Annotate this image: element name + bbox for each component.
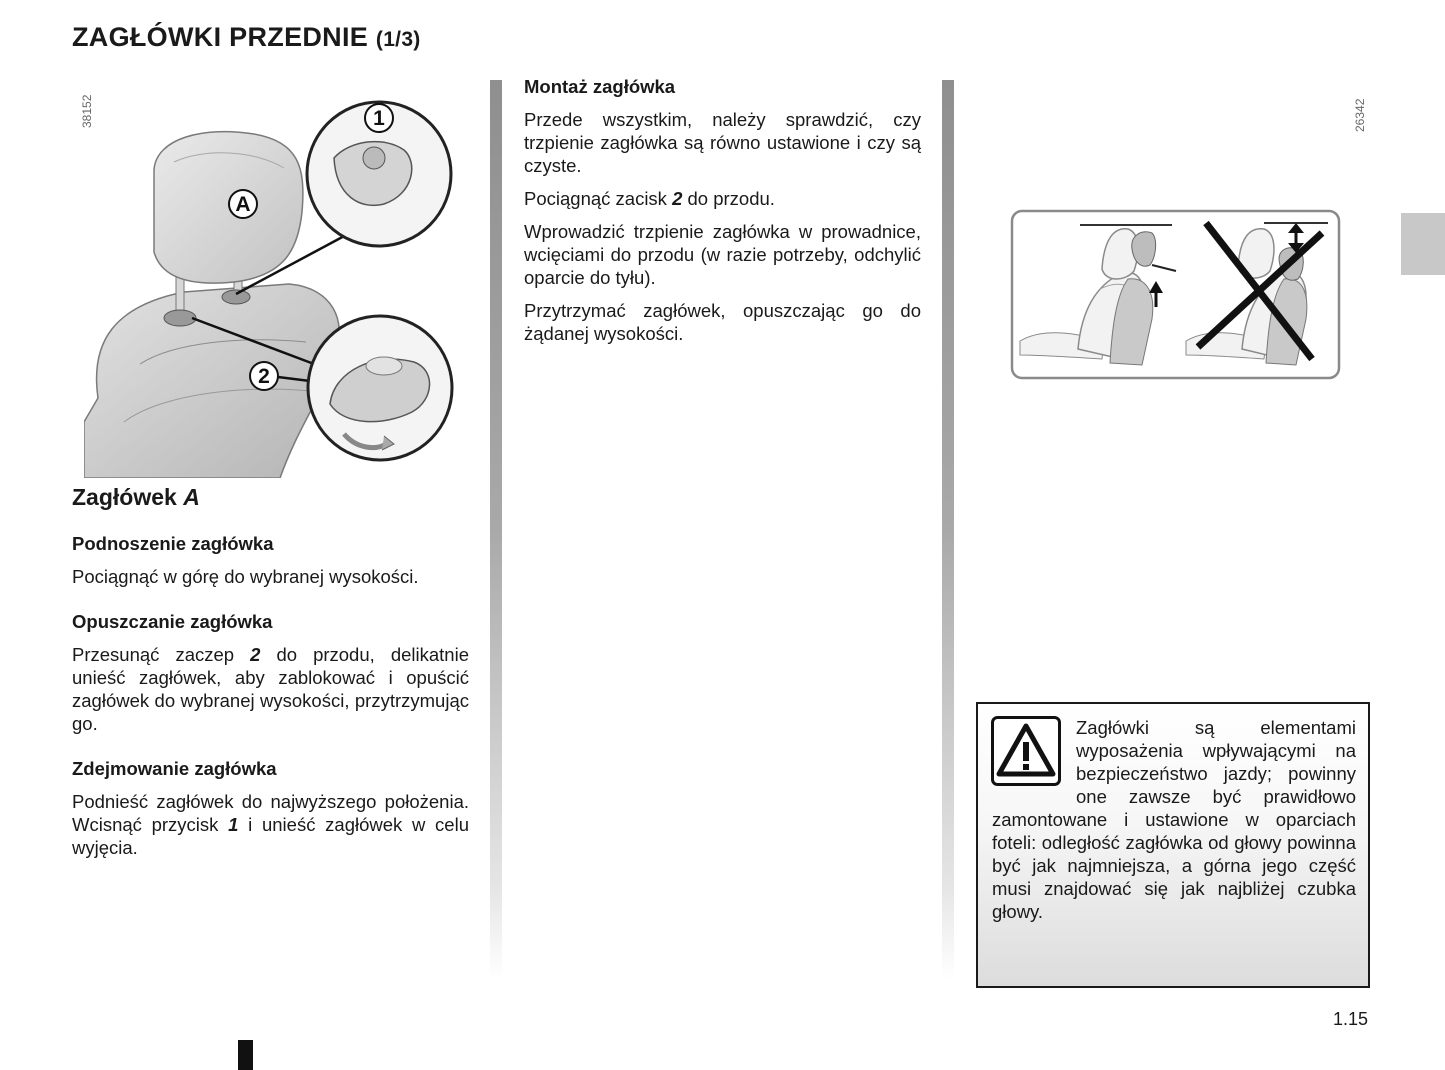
raising-text: Pociągnąć w górę do wybranej wysokości. [72,566,419,587]
mounting-paragraph-2: Pociągnąć zacisk 2 do przodu. [524,188,775,209]
headrest-illustration [84,92,456,478]
mounting-paragraph-3: Wprowadzić trzpienie zagłówka w prowadnice, wcięciami do przodu (w razie potrzeby, odchylić oparcie do tyłu). [524,221,921,288]
lowering-title: Opuszczanie zagłówka [72,611,273,632]
raising-title: Podnoszenie zagłówka [72,533,274,554]
callout-2: 2 [258,365,270,388]
page-number: 1.15 [1333,1009,1369,1029]
mounting-title: Montaż zagłówka [524,76,676,97]
chapter-tab [1401,213,1445,275]
mounting-paragraph-1: Przede wszystkim, należy sprawdzić, czy trzpienie zagłówka są równo ustawione i czy są czyste. [524,109,921,176]
section-heading-text: Zagłówek [72,484,177,510]
warning-box [976,702,1370,988]
column-separator-left [490,80,502,980]
raising-section [72,533,469,588]
mounting-section [524,76,921,345]
page-title-suffix: (1/3) [375,28,421,51]
removal-text: Podnieść zagłówek do najwyższego położenia. Wcisnąć przycisk 1 i unieść zagłówek w celu wyjęcia. [72,791,469,858]
column-separator-right [942,80,954,980]
warning-text: Zagłówki są elementami wyposażenia wpływającymi na bezpieczeństwo jazdy; powinny one zawsze być prawidłowo zamontowane i ustawione w oparciach foteli: odległość zagłówka od głowy powinna być jak najmniejsza, a górna jego część musi znajdować się jak najbliżej czubka głowy. [992,717,1356,922]
page-title [72,22,421,53]
registration-mark [238,1040,253,1070]
lowering-text: Przesunąć zaczep 2 do przodu, delikatnie unieść zagłówek, aby zablokować i opuścić zagłówek do wybranej wysokości, przytrzymując go. [72,644,469,734]
page-title-text: ZAGŁÓWKI PRZEDNIE [72,22,369,52]
callout-1: 1 [373,107,385,130]
section-heading [72,484,469,511]
headrest-position-diagram [1010,209,1342,381]
lowering-section [72,611,469,735]
removal-section [72,758,469,859]
removal-title: Zdejmowanie zagłówka [72,758,277,779]
left-figure-code: 38152 [80,94,94,128]
right-figure-code: 26342 [1353,98,1367,132]
callout-a: A [235,193,251,216]
section-heading-letter: A [183,484,200,510]
mounting-paragraph-4: Przytrzymać zagłówek, opuszczając go do żądanej wysokości. [524,300,921,344]
